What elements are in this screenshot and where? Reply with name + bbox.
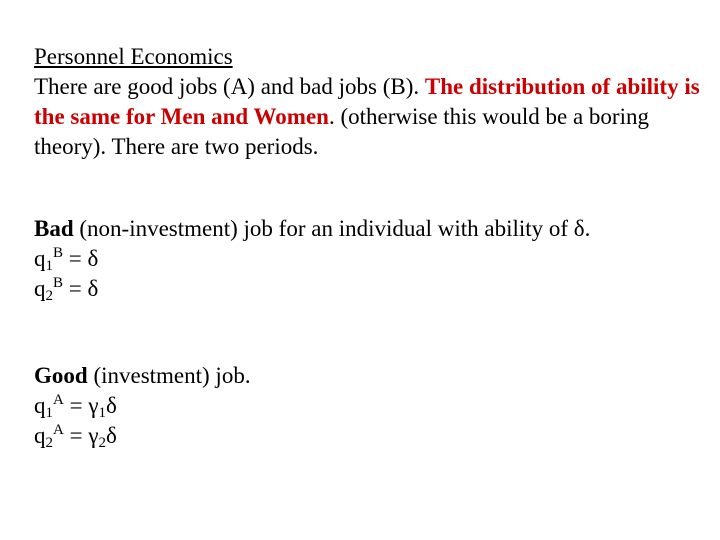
intro-text-1: There are good jobs (A) and bad jobs (B). bbox=[34, 74, 425, 99]
good-equation-1: $q_1^A = \gamma_1\delta$ bbox=[34, 392, 117, 421]
bad-equation-2: $q_2^B = \delta$ bbox=[34, 275, 99, 304]
good-description: (investment) job. bbox=[87, 363, 251, 388]
bad-description: (non-investment) job for an individual with ability of δ. bbox=[73, 216, 591, 241]
slide-title: Personnel Economics bbox=[34, 44, 233, 69]
bad-job-heading bbox=[34, 214, 720, 244]
intro-text-2: . (otherwise this would be a boring theory). There are two periods. bbox=[34, 104, 649, 159]
bad-label: Bad bbox=[34, 216, 74, 241]
good-job-block bbox=[34, 361, 714, 451]
bad-equation-1: $q_1^B = \delta$ bbox=[34, 245, 99, 274]
bad-job-block bbox=[34, 214, 720, 304]
intro-paragraph bbox=[34, 72, 714, 162]
good-label: Good bbox=[34, 363, 88, 388]
intro-block bbox=[34, 42, 714, 162]
good-job-heading bbox=[34, 361, 714, 391]
good-equation-2: $q_2^A = \gamma_2\delta$ bbox=[34, 422, 117, 451]
intro-highlight: The distribution of ability is the same for Men and Women bbox=[34, 74, 700, 129]
